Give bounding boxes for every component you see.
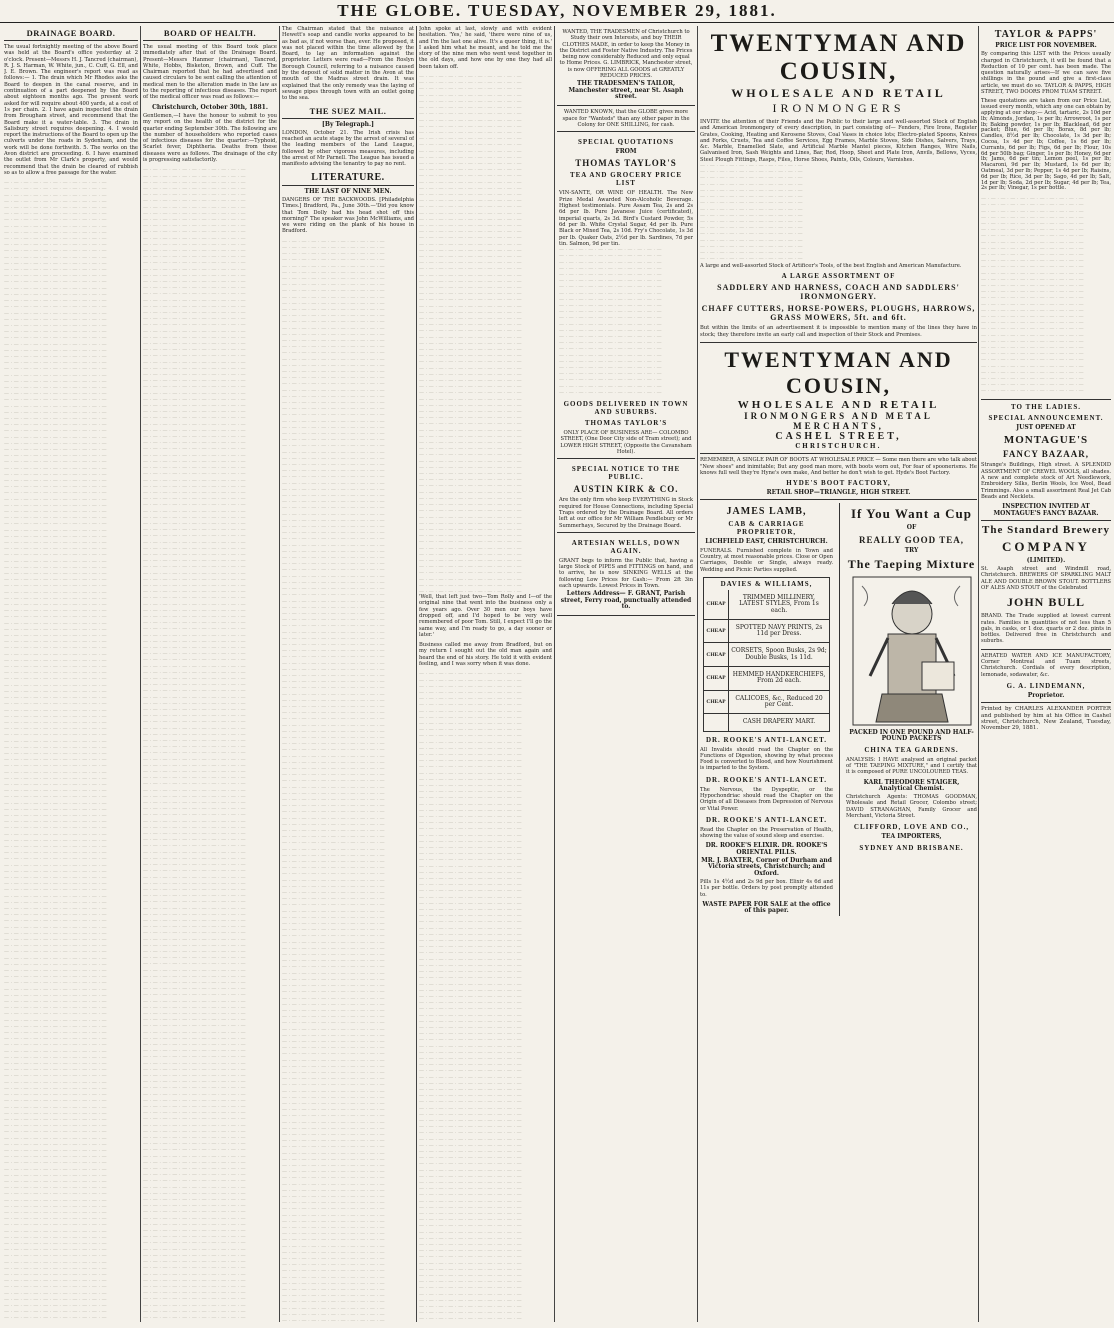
ad-montague-footer: INSPECTION INVITED AT MONTAGUE'S FANCY BAZAAR. xyxy=(993,503,1099,517)
ad-tea-chemist: KARL THEODORE STAIGER, Analytical Chemist. xyxy=(863,778,960,792)
davies-box-row xyxy=(704,590,829,620)
ad-subtitle: CHRISTCHURCH. xyxy=(795,442,882,450)
article-subheading: [By Telegraph.] xyxy=(322,120,374,128)
ad-tea-gardens: CHINA TEA GARDENS. xyxy=(864,745,959,754)
ad-subtitle: WHOLESALE AND RETAIL xyxy=(737,398,940,411)
ad-text: WANTED, THE TRADESMEN of Christchurch to Study their own Interests, and buy THEIR CLOTHES MADE, in order to keep the Money in the District and Foster Native Industry. The Prices being now considerably Reduced and only equal to Home Prices. G. LIMBRICK, Manchester street, is now OFFERING ALL GOODS at GREATLY REDUCED PRICES. xyxy=(559,29,693,80)
ad-tea-mixture: The Taeping Mixture xyxy=(847,557,976,572)
ad-filler: — · — · — · — · — · — · — · — · — · — · — — · — · — · — · — · — · — · — · — · — · — — · — · — · — · — · — · — · — · — · — · — — · — · — · — · — · — · — · — · — · — · — — · — · — · — · — · — · — · — · — · — · — — · — · — · — · — · — · — · — · — · — · — — · — · — · — · — · — · — · — · — · — · — — · — · — · — · — · — · — · — · — · — · — — · — · — · — · — · — · — · — · — · — · — — · — · — · — · — · — · — · — · — · — · — — · — · — · — · — · — · — · — · — · — · — — · — · — · — · — · — · — · — · — · — · — — · — · — · — · — · — · — · — · — · — · — — · — · — · — · — · — · — · — · — · — · — — · — · — · — · — · — · — · — · — · — · — — · — · — · — · — · — · — · — · — · — · — xyxy=(700,163,803,263)
imprint: Printed by CHARLES ALEXANDER PORTER and published by him at his Office in Cashel street, Christchurch, New Zealand, Tuesday, November 29, 1881. xyxy=(981,706,1111,732)
article-text: The Chairman stated that the nuisance at Hewett's soap and candle works appeared to be as bad as, if not worse than, ever. He proposed, it was not placed within the time allowed by the Board, to lay an information against the proprietor. Letters were read—From the Roslyn Borough Council, referring to a nuisance caused by the deposit of solid matter in the Avon at the mouth of the Madras street drain. It was explained that the only remedy was the laying of sewage pipes through town with an outlet going to the sea. xyxy=(282,26,414,102)
davies-box-row xyxy=(704,714,829,730)
ad-tea-of: OF xyxy=(906,524,917,532)
ad-text: VIN-SANTE, OR WINE OF HEALTH. The New Prize Medal Awarded Non-Alcoholic Beverage. Highest testimonials. Pure Assam Tea, 2s and 2s 6d per lb. Pure Javanese Juice (certificated), imperial quarts, 2s 3d. Bird's Custard Powder, 5s 6d per lb. White Crystal Sugar, 4d per lb. Pure Black or Mixed Tea, 2s 10d. Fry's Chocolate, 1s 3d per lb. Quaker Oats, 2½d per lb. Sardines, 7d per tin. Salmon, 9d per tin. xyxy=(559,190,693,247)
davies-box-label: CHEAP xyxy=(704,590,729,619)
article-text: LONDON, October 21. The Irish crisis has reached an acute stage by the arrest of several of the leading members of the Land League, followed by other vigorous measures, including the arrest of Mr Parnell. The League has issued a manifesto advising the tenantry to pay no rent. xyxy=(282,129,414,168)
article-text: The usual fortnightly meeting of the above Board was held at the Board's office yesterday at 2 o'clock. Present—Messrs H. J. Tancred (chairman), R. J. S. Harman, W. White, jun., C. Cuff, G. Ell, and J. E. Brown. The engineer's report was read as follows:— 1. The drain which Mr Rhodes asks the Board to deepen in the canal reserve, and in continuation of a part deepened by the Board about eighteen months ago. The present work asked for will require about 400 yards, at a cost of 1s per chain. 2. I have again inspected the drain from Brougham street, and recommend that the Board make it a water-table. 3. The drain in Salisbury street requires deepening. 4. I would report the instructions of the Board to open up the culverts under the roads in Sydenham, and the work will be done forthwith. 5. The works on the Avon district are proceeding. 6. I have examined the outlet from Mr Clark's property, and would recommend that the drain be cleared of rubbish so as to allow a free passage for the water. xyxy=(4,44,138,176)
ad-heading: THOMAS TAYLOR'S xyxy=(575,158,677,169)
story-text: DANGERS OF THE BACKWOODS. [Philadelphia Times.] Bradford, Pa., June 30th.—'Did you know that Tom Dolly had his head shot off this morning?' The speaker was John McWilliams, and we were riding on the plank of his house in Bradford. xyxy=(282,196,414,235)
column-story xyxy=(419,26,552,1322)
ad-heading: SPECIAL NOTICE TO THE PUBLIC. xyxy=(571,465,681,482)
column-drainage-board xyxy=(4,26,138,1322)
column-rule xyxy=(978,26,979,1322)
davies-box-row xyxy=(704,667,829,691)
davies-box-label: CHEAP xyxy=(704,620,729,643)
ad-tailor xyxy=(557,26,695,106)
ad-tea-packed: PACKED IN ONE POUND AND HALF-POUND PACKETS xyxy=(849,729,974,743)
article-filler: — · — · — · — · — · — · — · — · — · — · — — · — · — · — · — · — · — · — · — · — · — — · — · — · — · — · — · — · — · — · — · — — · — · — · — · — · — · — · — · — · — · — — · — · — · — · — · — · — · — · — · — · — — · — · — · — · — · — · — · — · — · — · — — · — · — · — · — · — · — · — · — · — · — — · — · — · — · — · — · — · — · — · — · — — · — · — · — · — · — · — · — · — · — · — — · — · — · — · — · — · — · — · — · — · — — · — · — · — · — · — · — · — · — · — · — — · — · — · — · — · — · — · — · — · — · — — · — · — · — · — · — · — · — · — · — · — — · — · — · — · — · — · — · — · — · — · — — · — · — · — · — · — · — · — · — · — · — — · — · — · — · — · — · — · — · — · — · — — · — · — · — · — · — · — · — · — · — · — — · — · — · — · — · — · — · — · — · — · — — · — · — · — · — · — · — · — · — · — · — — · — · — · — · — · — · — · — · — · — · — — · — · — · — · — · — · — · — · — · — · — — · — · — · — · — · — · — · — · — · — · — — · — · — · — · — · — · — · — · — · — · — — · — · — · — · — · — · — · — · — · — · — — · — · — · — · — · — · — · — · — · — · — — · — · — · — · — · — · — · — · — · — · — — · — · — · — · — · — · — · — · — · — · — — · — · — · — · — · — · — · — · — · — · — — · — · — · — · — · — · — · — · — · — · — — · — · — · — · — · — · — · — · — · — · — — · — · — · — · — · — · — · — · — · — · — — · — · — · — · — · — · — · — · — · — · — — · — · — · — · — · — · — · — · — · — · — — · — · — · — · — · — · — · — · — · — · — — · — · — · — · — · — · — · — · — · — · — — · — · — · — · — · — · — · — · — · — · — — · — · — · — · — · — · — · — · — · — · — — · — · — · — · — · — · — · — · — · — · — — · — · — · — · — · — · — · — · — · — · — — · — · — · — · — · — · — · — · — · — · — — · — · — · — · — · — · — · — · — · — · — — · — · — · — · — · — · — · — · — · — · — — · — · — · — · — · — · — · — · — · — · — — · — · — · — · — · — · — · — · — · — · — — · — · — · — · — · — · — · — · — · — · — — · — · — · — · — · — · — · — · — · — · — — · — · — · — · — · — · — · — · — · — · — — · — · — · — · — · — · — · — · — · — · — — · — · — · — · — · — · — · — · — · — · — — · — · — · — · — · — · — · — · — · — · — — · — · — · — · — · — · — · — · — · — · — — · — · — · — · — · — · — · — · — · — · — — · — · — · — · — · — · — · — · — · — · — — · — · — · — · — · — · — · — · — · — · — — · — · — · — · — · — · — · — · — · — · — — · — · — · — · — · — · — · — · — · — · — — · — · — · — · — · — · — · — · — · — · — — · — · — · — · — · — · — · — · — · — · — — · — · — · — · — · — · — · — · — · — · — — · — · — · — · — · — · — · — · — · — · — — · — · — · — · — · — · — · — · — · — · — — · — · — · — · — · — · — · — · — · — · — — · — · — · — · — · — · — · — · — · — · — — · — · — · — · — · — · — · — · — · — · — — · — · — · — · — · — · — · — · — · — · — — · — · — · — · — · — · — · — · — · — · — — · — · — · — · — · — · — · — · — · — · — — · — · — · — · — · — · — · — · — · — · — — · — · — · — · — · — · — · — · — · — · — — · — · — · — · — · — · — · — · — · — · — — · — · — · — · — · — · — · — · — · — · — — · — · — · — · — · — · — · — · — · — · — — · — · — · — · — · — · — · — · — · — · — — · — · — · — · — · — · — · — · — · — · — — · — · — · — · — · — · — · — · — · — · — — · — · — · — · — · — · — · — · — · — · — — · — · — · — · — · — · — · — · — · — · — — · — · — · — · — · — · — · — · — · — · — — · — · — · — · — · — · — · — · — · — · — — · — · — · — · — · — · — · — · — · — · — — · — · — · — · — · — · — · — · — · — · — — · — · — · — · — · — · — · — · — · — · — — · — · — · — · — · — · — · — · — · — · — — · — · — · — · — · — · — · — · — · — · — — · — · — · — · — · — · — · — · — · — · — — · — · — · — · — · — · — · — · — · — · — — · — · — · — · — · — · — · — · — · — · — — · — · — · — · — · — · — · — · — · — · — — · — · — · — · — · — · — · — · — · — · — — · — · — · — · — · — · — · — · — · — · — — · — · — · — · — · — · — · — · — · — · — — · — · — · — · — · — · — · — · — · — · — — · — · — · — · — · — · — · — · — · — · — — · — · — · — · — · — · — · — · — · — · — — · — · — · — · — · — · — · — · — · — · — — · — · — · — · — · — · — · — · — · — · — — · — · — · — · — · — · — · — · — · — · — — · — · — · — · — · — · — · — · — · — · — — · — · — · — · — · — · — · — · — · — · — — · — · — · — · — · — · — · — · — · — · — — · — · — · — · — · — · — · — · — · — · — — · — · — · — · — · — · — · — · — · — · — — · — · — · — · — · — · — · — · — · — · — — · — · — · — · — · — · — · — · — · — · — — · — · — · — · — · — · — · — · — · — · — — · — · — · — · — · — · — · — · — · — · — — · — · — · — · — · — · — · — · — · — · — — · — · — · — · — · — · — · — · — · — · — — · — · — · — · — · — · — · — · — · — · — — · — · — · — · — · — · — · — · — · — · — — · — · — · — · — · — · — · — · — · — · — — · — · — · — · — · — · — · — · — · — · — — · — · — · — · — · — · — · — · — · — · — — · — · — · — · — · — · — · — · — · — · — — · — · — · — · — · — · — · — · — · — · — — · — · — · — · — · — · — · — · — · — · — — · — · — · — · — · — · — · — · — · — · — — · — · — · — · — · — · — · — · — · — · — — · — · — · — · — · — · — · — · — · — · — — · — · — · — · — · — · — · — · — · — · — — · — · — · — · — · — · — · — · — · — · — — · — · — · — · — · — · — · — · — · — · — — · — · — · — · — · — · — · — · — · — · — — · — · — · — · — · — · — · — · — · — · — — · — · — · — · — · — · — · — · — · — · — — · — · — · — · — · — · — · — · — · — · — — · — · — · — · — · — · — · — · — · — · — — · — · — · — · — · — · — · — · — · — · — — · — · — · — · — · — · — · — · — · — · — — · — · — · — · — · — · — · — · — · — · — — · — · — · — · — · — · — · — · — · — · — — · — · — · — · — · — · — · — · — · — · — — · — · — · — · — · — · — · — · — · — · — — · — · — · — · — · — · — · — · — · — · — — · — · — · — · — · — · — · — · — · — · — — · — · — · — · — · — · — · — · — · — · — — · — · — · — · — · — · — · — · — · — · — — · — · — · — · — · — · — · — · — · — · — — · — · — · — · — · — · — · — · — · — · — — · — · — · — · — · — · — · — · — · — · — — · — · — · — · — · — · — · — · — · — · — — · — · — · — · — · — · — · — · — · — · — — · — · — · — · — · — · — · — · — · — · — — · — · — · — · — · — · — · — · — · — · — — · — · — · — · — · — · — · — · — · — · — — · — · — · — · — · — · — · — · — · — · — — · — · — · — · — · — · — · — · — · — · — — · — · — · — · — · — · — · — · — · — · — — · — · — · — · — · — · — · — · — · — · — — · — · — · — · — · — · — · — · — · — · — — · — · — · — · — · — · — · — · — · — · — — · — · — · — · — · — · — · — · — · — · — — · — · — · — · — · — · — · — · — · — · — — · — · — · — · — · — · — · — · — · — · — — · — · — · — · — · — · — · — · — · — · — — · — · — · — · — · — · — · — · — · — · — — · — · — · — · — · — · — · — · — · — · — — · — · — · — · — · — · — · — · — · — · — — · — · — · — · — · — · — · — · — · — · — — · — · — · — · — · — · — · — · — · — · — — · — · — · — · — · — · — · — · — · — · — — · — · — · — · — · — · — · — · — · — · — — · — · — · — · — · — · — · — · — · — · — — · — · — · — · — · — · — · — · — · — · — — · — · — · — · — · — · — · — · — · — · — — · — · — · — · — · — · — · — · — · — · — — · — · — · — · — · — · — · — · — · — · — — · — · — · — · — · — · — · — · — · — · — — · — · — · — · — · — · — · — · — · — · — — · — · — · — · — · — · — · — · — · — · — — · — · — · — · — · — · — · — · — · — · — — · — · — · — · — · — · — · — · — · — · — — · — · — · — · — · — · — · — · — · — · — — · — · — · — · — · — · — · — · — · — · — — · — · — · — · — · — · — · — · — · — · — — · — · — · — · — · — · — · — · — · — · — — · — · — · — · — · — · — · — · — · — · — — · — · — · — · — · — · — · — · — · — · — — · — · — · — · — · — · — · — · — · — · — — · — · — · — · — · — · — · — · — · — · — — · — · — · — · — · — · — · — · — · — · — — · — · — · — · — · — · — · — · — · — · — — · — · — · — · — · — · — · — · — · — · — — · — · — · — · — · — · — · — · — · — · — xyxy=(4,180,107,1322)
ad-hyde-subtitle: RETAIL SHOP—TRIANGLE, HIGH STREET. xyxy=(766,489,911,497)
ad-taylor-papps-text: By comparing this LIST with the Prices usually charged in Christchurch, it will be found that a Reduction of 10 per cent. has been made. The question naturally arises—If we can save five shillings in the pound and give a first-class article, we must do so. TAYLOR & PAPPS, HIGH STREET, TWO DOORS FROM TUAM STREET. xyxy=(981,51,1111,96)
davies-box-label: CHEAP xyxy=(704,643,729,666)
ad-lower-split xyxy=(700,503,977,916)
ad-footer: THE TRADESMEN'S TAILOR, Manchester street, near St. Asaph street. xyxy=(568,80,684,100)
story-text: John spoke at last, slowly and with evident hesitation. 'Yes,' he said, 'there were nine of us, and I'm the last one alive. It's a queer thing, it is.' I asked him what he meant, and he told me the story of the nine men who went west together in the old days, and how one by one they had all been taken off. xyxy=(419,26,552,70)
column-rule xyxy=(279,26,280,1322)
ad-proprietor: Proprietor. xyxy=(1027,691,1065,699)
ad-text: But within the limits of an advertisement it is impossible to mention many of the lines they have in stock; they therefore invite an early call and inspection of their Stock and Premises. xyxy=(700,325,977,338)
ad-caps: CHAFF CUTTERS, HORSE-POWERS, PLOUGHS, HARROWS, GRASS MOWERS, 5ft. and 6ft. xyxy=(701,304,976,323)
ad-subtitle: IRONMONGERS AND METAL MERCHANTS, xyxy=(744,410,933,431)
ad-montague-title: MONTAGUE'S xyxy=(1003,434,1089,447)
masthead: THE GLOBE. TUESDAY, NOVEMBER 29, 1881. xyxy=(0,0,1114,23)
article-text: The usual meeting of this Board took place immediately after that of the Drainage Board. Present—Messrs Hanmer (chairman), Tancred, White, Hobbs, Bisketon, Brown, and Cuff. The Chairman reported that he had advertised and caused circulars to be sent calling the attention of medical men to the alteration made in the law as to the reporting of infectious diseases. The report of the medical officer was read as follows:— xyxy=(143,44,277,101)
davies-box-item: TRIMMED MILLINERY, LATEST STYLES, From 1s each. xyxy=(739,593,819,614)
article-filler: — · — · — · — · — · — · — · — · — · — · — — · — · — · — · — · — · — · — · — · — · — — · — · — · — · — · — · — · — · — · — · — — · — · — · — · — · — · — · — · — · — · — — · — · — · — · — · — · — · — · — · — · — — · — · — · — · — · — · — · — · — · — · — — · — · — · — · — · — · — · — · — · — · — — · — · — · — · — · — · — · — · — · — · — — · — · — · — · — · — · — · — · — · — · — — · — · — · — · — · — · — · — · — · — · — — · — · — · — · — · — · — · — · — · — · — — · — · — · — · — · — · — · — · — · — · — — · — · — · — · — · — · — · — · — · — · — — · — · — · — · — · — · — · — · — · — · — — · — · — · — · — · — · — · — · — · — · — — · — · — · — · — · — · — · — · — · — · — — · — · — · — · — · — · — · — · — · — · — — · — · — · — · — · — · — · — · — · — · — — · — · — · — · — · — · — · — · — · — · — — · — · — · — · — · — · — · — · — · — · — — · — · — · — · — · — · — · — · — · — · — — · — · — · — · — · — · — · — · — · — · — — · — · — · — · — · — · — · — · — · — · — — · — · — · — · — · — · — · — · — · — · — — · — · — · — · — · — · — · — · — · — · — — · — · — · — · — · — · — · — · — · — · — — · — · — · — · — · — · — · — · — · — · — — · — · — · — · — · — · — · — · — · — · — — · — · — · — · — · — · — · — · — · — · — — · — · — · — · — · — · — · — · — · — · — — · — · — · — · — · — · — · — · — · — · — — · — · — · — · — · — · — · — · — · — · — — · — · — · — · — · — · — · — · — · — · — — · — · — · — · — · — · — · — · — · — · — — · — · — · — · — · — · — · — · — · — · — — · — · — · — · — · — · — · — · — · — · — — · — · — · — · — · — · — · — · — · — · — — · — · — · — · — · — · — · — · — · — · — — · — · — · — · — · — · — · — · — · — · — — · — · — · — · — · — · — · — · — · — · — — · — · — · — · — · — · — · — · — · — · — — · — · — · — · — · — · — · — · — · — · — — · — · — · — · — · — · — · — · — · — · — — · — · — · — · — · — · — · — · — · — · — — · — · — · — · — · — · — · — · — · — · — — · — · — · — · — · — · — · — · — · — · — — · — · — · — · — · — · — · — · — · — · — — · — · — · — · — · — · — · — · — · — · — — · — · — · — · — · — · — · — · — · — · — — · — · — · — · — · — · — · — · — · — · — — · — · — · — · — · — · — · — · — · — · — — · — · — · — · — · — · — · — · — · — · — — · — · — · — · — · — · — · — · — · — · — — · — · — · — · — · — · — · — · — · — · — — · — · — · — · — · — · — · — · — · — · — — · — · — · — · — · — · — · — · — · — · — — · — · — · — · — · — · — · — · — · — · — — · — · — · — · — · — · — · — · — · — · — — · — · — · — · — · — · — · — · — · — · — — · — · — · — · — · — · — · — · — · — · — — · — · — · — · — · — · — · — · — · — · — — · — · — · — · — · — · — · — · — · — · — — · — · — · — · — · — · — · — · — · — · — — · — · — · — · — · — · — · — · — · — · — — · — · — · — · — · — · — · — · — · — · — — · — · — · — · — · — · — · — · — · — · — — · — · — · — · — · — · — · — · — · — · — — · — · — · — · — · — · — · — · — · — · — — · — · — · — · — · — · — · — · — · — · — — · — · — · — · — · — · — · — · — · — · — — · — · — · — · — · — · — · — · — · — · — — · — · — · — · — · — · — · — · — · — · — — · — · — · — · — · — · — · — · — · — · — — · — · — · — · — · — · — · — · — · — · — — · — · — · — · — · — · — · — · — · — · — — · — · — · — · — · — · — · — · — · — · — — · — · — · — · — · — · — · — · — · — · — — · — · — · — · — · — · — · — · — · — · — — · — · — · — · — · — · — · — · — · — · — — · — · — · — · — · — · — · — · — · — · — — · — · — · — · — · — · — · — · — · — · — — · — · — · — · — · — · — · — · — · — · — — · — · — · — · — · — · — · — · — · — · — — · — · — · — · — · — · — · — · — · — · — — · — · — · — · — · — · — · — · — · — · — — · — · — · — · — · — · — · — · — · — · — — · — · — · — · — · — · — · — · — · — · — — · — · — · — · — · — · — · — · — · — · — — · — · — · — · — · — · — · — · — · — · — — · — · — · — · — · — · — · — · — · — · — — · — · — · — · — · — · — · — · — · — · — — · — · — · — · — · — · — · — · — · — · — — · — · — · — · — · — · — · — · — · — · — — · — · — · — · — · — · — · — · — · — · — — · — · — · — · — · — · — · — · — · — · — — · — · — · — · — · — · — · — · — · — · — — · — · — · — · — · — · — · — · — · — · — — · — · — · — · — · — · — · — · — · — · — — · — · — · — · — · — · — · — · — · — · — — · — · — · — · — · — · — · — · — · — · — — · — · — · — · — · — · — · — · — · — · — — · — · — · — · — · — · — · — · — · — · — — · — · — · — · — · — · — · — · — · — · — — · — · — · — · — · — · — · — · — · — · — — · — · — · — · — · — · — · — · — · — · — — · — · — · — · — · — · — · — · — · — · — — · — · — · — · — · — · — · — · — · — · — — · — · — · — · — · — · — · — · — · — · — — · — · — · — · — · — · — · — · — · — · — — · — · — · — · — · — · — · — · — · — · — — · — · — · — · — · — · — · — · — · — · — — · — · — · — · — · — · — · — · — · — · — — · — · — · — · — · — · — · — · — · — · — — · — · — · — · — · — · — · — · — · — · — — · — · — · — · — · — · — · — · — · — · — — · — · — · — · — · — · — · — · — · — · — — · — · — · — · — · — · — · — · — · — · — — · — · — · — · — · — · — · — · — · — · — — · — · — · — · — · — · — · — · — · — · — — · — · — · — · — · — · — · — · — · — · — — · — · — · — · — · — · — · — · — · — · — — · — · — · — · — · — · — · — · — · — · — — · — · — · — · — · — · — · — · — · — · — — · — · — · — · — · — · — · — · — · — · — — · — · — · — · — · — · — · — · — · — · — — · — · — · — · — · — · — · — · — · — · — — · — · — · — · — · — · — · — · — · — · — — · — · — · — · — · — · — · — · — · — · — — · — · — · — · — · — · — · — · — · — · — — · — · — · — · — · — · — · — · — · — · — — · — · — · — · — · — · — · — · — · — · — — · — · — · — · — · — · — · — · — · — · — — · — · — · — · — · — · — · — · — · — · — — · — · — · — · — · — · — · — · — · — · — — · — · — · — · — · — · — · — · — · — · — — · — · — · — · — · — · — · — · — · — · — — · — · — · — · — · — · — · — · — · — · — — · — · — · — · — · — · — · — · — · — · — — · — · — · — · — · — · — · — · — · — · — — · — · — · — · — · — · — · — · — · — · — — · — · — · — · — · — · — · — · — · — · — — · — · — · — · — · — · — · — · — · — · — — · — · — · — · — · — · — · — · — · — · — — · — · — · — · — · — · — · — · — · — · — — · — · — · — · — · — · — · — · — · — · — — · — · — · — · — · — · — · — · — · — · — — · — · — · — · — · — · — · — · — · — · — — · — · — · — · — · — · — · — · — · — · — — · — · — · — · — · — · — · — · — · — · — — · — · — · — · — · — · — · — · — · — · — — · — · — · — · — · — · — · — · — · — · — — · — · — · — · — · — · — · — · — · — · — — · — · — · — · — · — · — · — · — · — · — — · — · — · — · — · — · — · — · — · — · — — · — · — · — · — · — · — · — · — · — · — — · — · — · — · — · — · — · — · — · — · — — · — · — · — · — · — · — · — · — · — · — — · — · — · — · — · — · — · — · — · — · — — · — · — · — · — · — · — · — · — · — · — — · — · — · — · — · — · — · — · — · — · — — · — · — · — · — · — · — · — · — · — · — — · — · — · — · — · — · — · — · — · — · — — · — · — · — · — · — · — · — · — · — · — — · — · — · — · — · — · — · — · — · — · — — · — · — · — · — · — · — · — · — · — · — — · — · — · — · — · — · — · — · — · — · — — · — · — · — · — · — · — · — · — · — · — — · — · — · — · — · — · — · — · — · — · — — · — · — · — · — · — · — · — · — · — · — — · — · — · — · — · — · — · — · — · — · — — · — · — · — · — · — · — · — · — · — · — — · — · — · — · — · — · — · — · — · — · — — · — · — · — · — · — · — · — · — · — · — — · — · — · — · — · — · — · — · — · — · — — · — · — · — · — · — · — · — · — · — · — xyxy=(282,238,385,1322)
ad-boots-text: REMEMBER, A SINGLE PAIR OF BOOTS AT WHOLESALE PRICE — Some men there are who talk about "New shoes" and inimitable; But any good man more, with boots worn out, For fear of spoonerisms. He knows full well they're Hyne's own make, And better he don't wish to get. Hyde's Boot Factory. xyxy=(700,457,977,476)
ad-brewery-text: St. Asaph street and Windmill road, Christchurch. BREWERS OF SPARKLING MALT ALE AND DOUBLE BROWN STOUT. BOTTLERS OF ALES AND STOUT of the Celebrated xyxy=(981,566,1111,591)
ad-heading: FROM xyxy=(615,148,637,156)
ad-text: INVITE the attention of their Friends and the Public to their large and well-assorted Stock of English and American Ironmongery of every description, in part consisting of— Fenders, Fire Irons, Register Grates, Cooking, Heating and Kerosene Stoves, Coal Vases in choice lots; Electro-plated Spoons, Knives and Forks, Cruets, Tea and Coffee Services, Egg Frames, Marble Stoves, Side Dishes, Salvers, Trays, &c. Marble, Enamelled Slate, and Artificial Marble Mantel pieces, Kitchen Ranges, Wire Nails, Galvanised Iron, Sash Weights and Lines, Bar, Rod, Hoop, Sheet and Plate Iron, Anvils, Bellows, Vyces, Steel Plough Fittings, Rasps, Files, Horse Shoes, Paints, Oils, Colours, Varnishes. xyxy=(700,119,977,163)
ad-title-twentyman-2: TWENTYMAN AND COUSIN, xyxy=(724,346,953,398)
ad-rooke-text: Read the Chapter on the Preservation of Health, showing the value of sound sleep and exercise. xyxy=(700,826,833,840)
ad-text: WANTED KNOWN, that the GLOBE gives more space for "Wanteds" than any other paper in the Colony for ONE SHILLING, for cash. xyxy=(562,109,690,128)
ad-caps: A LARGE ASSORTMENT OF xyxy=(781,272,896,281)
ad-filler: — · — · — · — · — · — · — · — · — · — · — — · — · — · — · — · — · — · — · — · — · — — · — · — · — · — · — · — · — · — · — · — — · — · — · — · — · — · — · — · — · — · — — · — · — · — · — · — · — · — · — · — · — — · — · — · — · — · — · — · — · — · — · — — · — · — · — · — · — · — · — · — · — · — — · — · — · — · — · — · — · — · — · — · — — · — · — · — · — · — · — · — · — · — · — — · — · — · — · — · — · — · — · — · — · — — · — · — · — · — · — · — · — · — · — · — — · — · — · — · — · — · — · — · — · — · — — · — · — · — · — · — · — · — · — · — · — — · — · — · — · — · — · — · — · — · — · — — · — · — · — · — · — · — · — · — · — · — — · — · — · — · — · — · — · — · — · — · — — · — · — · — · — · — · — · — · — · — · — — · — · — · — · — · — · — · — · — · — · — — · — · — · — · — · — · — · — · — · — · — — · — · — · — · — · — · — · — · — · — · — — · — · — · — · — · — · — · — · — · — · — — · — · — · — · — · — · — · — · — · — · — — · — · — · — · — · — · — · — · — · — · — — · — · — · — · — · — · — · — · — · — · — — · — · — · — · — · — · — · — · — · — · — — · — · — · — · — · — · — · — · — · — · — — · — · — · — · — · — · — · — · — · — · — — · — · — · — · — · — · — · — · — · — · — — · — · — · — · — · — · — · — · — · — · — — · — · — · — · — · — · — · — · — · — · — — · — · — · — · — · — · — · — · — · — · — — · — · — · — · — · — · — · — · — · — · — xyxy=(981,196,1084,395)
column-rule xyxy=(697,26,698,1322)
ad-brewery-title: The Standard Brewery xyxy=(982,523,1110,536)
article-text: Gentlemen,—I have the honour to submit to you my report on the health of the district for the quarter ending September 30th. The following are the number of householders who reported cases of infectious diseases for the quarter:—Typhoid, Scarlet fever, Diphtheria. Deaths from these diseases were as follows. The drainage of the city is progressing satisfactorily. xyxy=(143,112,277,164)
ad-ladies-heading: TO THE LADIES. xyxy=(1011,403,1081,412)
davies-box-item: CALICOES, &c., Reduced 20 per Cent. xyxy=(735,694,823,708)
ad-davies-title: DAVIES & WILLIAMS, xyxy=(720,579,813,588)
section-heading-literature: LITERATURE. xyxy=(282,172,414,186)
article-filler: — · — · — · — · — · — · — · — · — · — · — — · — · — · — · — · — · — · — · — · — · — — · — · — · — · — · — · — · — · — · — · — — · — · — · — · — · — · — · — · — · — · — — · — · — · — · — · — · — · — · — · — · — — · — · — · — · — · — · — · — · — · — · — — · — · — · — · — · — · — · — · — · — · — — · — · — · — · — · — · — · — · — · — · — — · — · — · — · — · — · — · — · — · — · — — · — · — · — · — · — · — · — · — · — · — — · — · — · — · — · — · — · — · — · — · — — · — · — · — · — · — · — · — · — · — · — — · — · — · — · — · — · — · — · — · — · — — · — · — · — · — · — · — · — · — · — · — — · — · — · — · — · — · — · — · — · — · — — · — · — · — · — · — · — · — · — · — · — — · — · — · — · — · — · — · — · — · — · — — · — · — · — · — · — · — · — · — · — · — — · — · — · — · — · — · — · — · — · — · — — · — · — · — · — · — · — · — · — · — · — — · — · — · — · — · — · — · — · — · — · — — · — · — · — · — · — · — · — · — · — · — — · — · — · — · — · — · — · — · — · — · — — · — · — · — · — · — · — · — · — · — · — — · — · — · — · — · — · — · — · — · — · — — · — · — · — · — · — · — · — · — · — · — — · — · — · — · — · — · — · — · — · — · — — · — · — · — · — · — · — · — · — · — · — — · — · — · — · — · — · — · — · — · — · — — · — · — · — · — · — · — · — · — · — · — — · — · — · — · — · — · — · — · — · — · — — · — · — · — · — · — · — · — · — · — · — — · — · — · — · — · — · — · — · — · — · — — · — · — · — · — · — · — · — · — · — · — — · — · — · — · — · — · — · — · — · — · — — · — · — · — · — · — · — · — · — · — · — — · — · — · — · — · — · — · — · — · — · — — · — · — · — · — · — · — · — · — · — · — — · — · — · — · — · — · — · — · — · — · — — · — · — · — · — · — · — · — · — · — · — — · — · — · — · — · — · — · — · — · — · — — · — · — · — · — · — · — · — · — · — · — — · — · — · — · — · — · — · — · — · — · — — · — · — · — · — · — · — · — · — · — · — — · — · — · — · — · — · — · — · — · — · — — · — · — · — · — · — · — · — · — · — · — — · — · — · — · — · — · — · — · — · — · — — · — · — · — · — · — · — · — · — · — · — — · — · — · — · — · — · — · — · — · — · — — · — · — · — · — · — · — · — · — · — · — — · — · — · — · — · — · — · — · — · — · — — · — · — · — · — · — · — · — · — · — · — — · — · — · — · — · — · — · — · — · — · — — · — · — · — · — · — · — · — · — · — · — — · — · — · — · — · — · — · — · — · — · — — · — · — · — · — · — · — · — · — · — · — — · — · — · — · — · — · — · — · — · — · — — · — · — · — · — · — · — · — · — · — · — — · — · — · — · — · — · — · — · — · — · — — · — · — · — · — · — · — · — · — · — · — — · — · — · — · — · — · — · — · — · — · — — · — · — · — · — · — · — · — · — · — · — — · — · — · — · — · — · — · — · — · — · — — · — · — · — · — · — · — · — · — · — · — — · — · — · — · — · — · — · — · — · — · — — · — · — · — · — · — · — · — · — · — · — — · — · — · — · — · — · — · — · — · — · — — · — · — · — · — · — · — · — · — · — · — — · — · — · — · — · — · — · — · — · — · — — · — · — · — · — · — · — · — · — · — · — — · — · — · — · — · — · — · — · — · — · — — · — · — · — · — · — · — · — · — · — · — — · — · — · — · — · — · — · — · — · — · — — · — · — · — · — · — · — · — · — · — · — — · — · — · — · — · — · — · — · — · — · — — · — · — · — · — · — · — · — · — · — · — — · — · — · — · — · — · — · — · — · — · — — · — · — · — · — · — · — · — · — · — · — — · — · — · — · — · — · — · — · — · — · — — · — · — · — · — · — · — · — · — · — · — — · — · — · — · — · — · — · — · — · — · — — · — · — · — · — · — · — · — · — · — · — — · — · — · — · — · — · — · — · — · — · — — · — · — · — · — · — · — · — · — · — · — — · — · — · — · — · — · — · — · — · — · — — · — · — · — · — · — · — · — · — · — · — — · — · — · — · — · — · — · — · — · — · — — · — · — · — · — · — · — · — · — · — · — — · — · — · — · — · — · — · — · — · — · — — · — · — · — · — · — · — · — · — · — · — — · — · — · — · — · — · — · — · — · — · — — · — · — · — · — · — · — · — · — · — · — — · — · — · — · — · — · — · — · — · — · — — · — · — · — · — · — · — · — · — · — · — — · — · — · — · — · — · — · — · — · — · — — · — · — · — · — · — · — · — · — · — · — — · — · — · — · — · — · — · — · — · — · — — · — · — · — · — · — · — · — · — · — · — — · — · — · — · — · — · — · — · — · — · — — · — · — · — · — · — · — · — · — · — · — — · — · — · — · — · — · — · — · — · — · — — · — · — · — · — · — · — · — · — · — · — — · — · — · — · — · — · — · — · — · — · — — · — · — · — · — · — · — · — · — · — · — — · — · — · — · — · — · — · — · — · — · — — · — · — · — · — · — · — · — · — · — · — — · — · — · — · — · — · — · — · — · — · — — · — · — · — · — · — · — · — · — · — · — — · — · — · — · — · — · — · — · — · — · — — · — · — · — · — · — · — · — · — · — · — — · — · — · — · — · — · — · — · — · — · — — · — · — · — · — · — · — · — · — · — · — — · — · — · — · — · — · — · — · — · — · — — · — · — · — · — · — · — · — · — · — · — — · — · — · — · — · — · — · — · — · — · — — · — · — · — · — · — · — · — · — · — · — — · — · — · — · — · — · — · — · — · — · — — · — · — · — · — · — · — · — · — · — · — — · — · — · — · — · — · — · — · — · — · — — · — · — · — · — · — · — · — · — · — · — — · — · — · — · — · — · — · — · — · — · — — · — · — · — · — · — · — · — · — · — · — — · — · — · — · — · — · — · — · — · — · — — · — · — · — · — · — · — · — · — · — · — — · — · — · — · — · — · — · — · — · — · — — · — · — · — · — · — · — · — · — · — · — — · — · — · — · — · — · — · — · — · — · — — · — · — · — · — · — · — · — · — · — · — — · — · — · — · — · — · — · — · — · — · — — · — · — · — · — · — · — · — · — · — · — — · — · — · — · — · — · — · — · — · — · — — · — · — · — · — · — · — · — · — · — · — — · — · — · — · — · — · — · — · — · — · — — · — · — · — · — · — · — · — · — · — · — — · — · — · — · — · — · — · — · — · — · — — · — · — · — · — · — · — · — · — · — · — — · — · — · — · — · — · — · — · — · — · — — · — · — · — · — · — · — · — · — · — · — — · — · — · — · — · — · — · — · — · — · — — · — · — · — · — · — · — · — · — · — · — — · — · — · — · — · — · — · — · — · — · — — · — · — · — · — · — · — · — · — · — · — — · — · — · — · — · — · — · — · — · — · — — · — · — · — · — · — · — · — · — · — · — — · — · — · — · — · — · — · — · — · — · — — · — · — · — · — · — · — · — · — · — · — — · — · — · — · — · — · — · — · — · — · — — · — · — · — · — · — · — · — · — · — · — — · — · — · — · — · — · — · — · — · — · — — · — · — · — · — · — · — · — · — · — · — — · — · — · — · — · — · — · — · — · — · — — · — · — · — · — · — · — · — · — · — · — — · — · — · — · — · — · — · — · — · — · — — · — · — · — · — · — · — · — · — · — · — — · — · — · — · — · — · — · — · — · — · — — · — · — · — · — · — · — · — · — · — · — — · — · — · — · — · — · — · — · — · — · — — · — · — · — · — · — · — · — · — · — · — — · — · — · — · — · — · — · — · — · — · — — · — · — · — · — · — · — · — · — · — · — — · — · — · — · — · — · — · — · — · — · — — · — · — · — · — · — · — · — · — · — · — — · — · — · — · — · — · — · — · — · — · — — · — · — · — · — · — · — · — · — · — · — — · — · — · — · — · — · — · — · — · — · — — · — · — · — · — · — · — · — · — · — · — — · — · — · — · — · — · — · — · — · — · — — · — · — · — · — · — · — · — · — · — · — — · — · — · — · — · — · — · — · — · — · — — · — · — · — · — · — · — · — · — · — · — — · — · — · — · — · — · — · — · — · — · — — · — · — · — · — · — · — · — · — · — · — — · — · — · — · — · — · — · — · — · — · — — · — · — · — · — · — · — · — · — · — · — — · — · — · — · — · — · — · — · — · — · — — · — · — · — · — · — · — · — · — · — · — — · — · — · — · — · — · — · — · — · — · — — · — · — · — · — · — · — · — · — · — · — — · — · — · — · — · — · — · — · — · — · — — · — · — · — · — · — · — · — · — · — · — — · — · — · — · — · — · — · — · — · — · — — · — · — · — · — · — · — · — · — · — · — — · — · — · — · — · — · — · — · — · — · — — · — · — · — · — · — · — · — · — · — · — — · — · — · — · — · — · — · — · — · — · — — · — · — · — · — · — · — · — · — · — · — xyxy=(143,167,246,1321)
ad-brewery-company: COMPANY xyxy=(1002,538,1090,554)
ad-lindemann: G. A. LINDEMANN, xyxy=(1006,681,1086,690)
column-ads-left xyxy=(557,26,695,1322)
column-rule xyxy=(554,26,555,1322)
ad-text: GRANT begs to inform the Public that, having a large Stock of PIPES and FITTINGS on hand, and to arrive, he is now SINKING WELLS at the following Low Prices for Cash:— From 2ft 3in each upwards. Lowest Prices in Town. xyxy=(559,557,693,589)
davies-box-item: SPOTTED NAVY PRINTS, 2s 11d per Dress. xyxy=(735,623,823,638)
article-filler: — · — · — · — · — · — · — · — · — · — · — — · — · — · — · — · — · — · — · — · — · — — · — · — · — · — · — · — · — · — · — · — — · — · — · — · — · — · — · — · — · — · — — · — · — · — · — · — · — · — · — · — · — — · — · — · — · — · — · — · — · — · — · — — · — · — · — · — · — · — · — · — · — · — — · — · — · — · — · — · — · — · — · — · — — · — · — · — · — · — · — · — · — · — · — — · — · — · — · — · — · — · — · — · — · — — · — · — · — · — · — · — · — · — · — · — — · — · — · — · — · — · — · — · — · — · — — · — · — · — · — · — · — · — · — · — · — — · — · — · — · — · — · — · — · — · — · — — · — · — · — · — · — · — · — · — · — · — — · — · — · — · — · — · — · — · — · — · — — · — · — · — · — · — · — · — · — · — · — — · — · — · — · — · — · — · — · — · — · — — · — · — · — · — · — · — · — · — · — · — — · — · — · — · — · — · — · — · — · — · — — · — · — · — · — · — · — · — · — · — · — — · — · — · — · — · — · — · — · — · — · — — · — · — · — · — · — · — · — · — · — · — — · — · — · — · — · — · — · — · — · — · — — · — · — · — · — · — · — · — · — · — · — — · — · — · — · — · — · — · — · — · — · — — · — · — · — · — · — · — · — · — · — · — — · — · — · — · — · — · — · — · — · — · — — · — · — · — · — · — · — · — · — · — · — — · — · — · — · — · — · — · — · — · — · — — · — · — · — · — · — · — · — · — · — · — — · — · — · — · — · — · — · — · — · — · — — · — · — · — · — · — · — · — · — · — · — — · — · — · — · — · — · — · — · — · — · — — · — · — · — · — · — · — · — · — · — · — — · — · — · — · — · — · — · — · — · — · — — · — · — · — · — · — · — · — · — · — · — — · — · — · — · — · — · — · — · — · — · — — · — · — · — · — · — · — · — · — · — · — — · — · — · — · — · — · — · — · — · — · — — · — · — · — · — · — · — · — · — · — · — — · — · — · — · — · — · — · — · — · — · — — · — · — · — · — · — · — · — · — · — · — — · — · — · — · — · — · — · — · — · — · — — · — · — · — · — · — · — · — · — · — · — — · — · — · — · — · — · — · — · — · — · — — · — · — · — · — · — · — · — · — · — · — — · — · — · — · — · — · — · — · — · — · — — · — · — · — · — · — · — · — · — · — · — — · — · — · — · — · — · — · — · — · — · — — · — · — · — · — · — · — · — · — · — · — — · — · — · — · — · — · — · — · — · — · — — · — · — · — · — · — · — · — · — · — · — — · — · — · — · — · — · — · — · — · — · — — · — · — · — · — · — · — · — · — · — · — — · — · — · — · — · — · — · — · — · — · — — · — · — · — · — · — · — · — · — · — · — — · — · — · — · — · — · — · — · — · — · — — · — · — · — · — · — · — · — · — · — · — — · — · — · — · — · — · — · — · — · — · — — · — · — · — · — · — · — · — · — · — · — — · — · — · — · — · — · — · — · — · — · — — · — · — · — · — · — · — · — · — · — · — — · — · — · — · — · — · — · — · — · — · — — · — · — · — · — · — · — · — · — · — · — — · — · — · — · — · — · — · — · — · — · — — · — · — · — · — · — · — · — · — · — · — — · — · — · — · — · — · — · — · — · — · — — · — · — · — · — · — · — · — · — · — · — — · — · — · — · — · — · — · — · — · — · — — · — · — · — · — · — · — · — · — · — · — — · — · — · — · — · — · — · — · — · — · — — · — · — · — · — · — · — · — · — · — · — — · — · — · — · — · — · — · — · — · — · — — · — · — · — · — · — · — · — · — · — · — — · — · — · — · — · — · — · — · — · — · — — · — · — · — · — · — · — · — · — · — · — — · — · — · — · — · — · — · — · — · — · — — · — · — · — · — · — · — · — · — · — · — — · — · — · — · — · — · — · — · — · — · — — · — · — · — · — · — · — · — · — · — · — — · — · — · — · — · — · — · — · — · — · — — · — · — · — · — · — · — · — · — · — · — — · — · — · — · — · — · — · — · — · — · — — · — · — · — · — · — · — · — · — · — · — — · — · — · — · — · — · — · — · — · — · — — · — · — · — · — · — · — · — · — · — · — — · — · — · — · — · — · — · — · — · — · — — · — · — · — · — · — · — · — · — · — · — — · — · — · — · — · — · — · — · — · — · — — · — · — · — · — · — · — · — · — · — · — — · — · — · — · — · — · — · — · — · — · — — · — · — · — · — · — · — · — · — · — · — — · — · — · — · — · — · — · — · — · — · — — · — · — · — · — · — · — · — · — · — · — — · — · — · — · — · — · — · — · — · — · — — · — · — · — · — · — · — · — · — · — · — — · — · — · — · — · — · — · — · — · — · — — · — · — · — · — · — · — · — · — · — · — — · — · — · — · — · — · — · — · — · — · — — · — · — · — · — · — · — · — · — · — · — — · — · — · — · — · — · — · — · — · — · — — · — · — · — · — · — · — · — · — · — · — — · — · — · — · — · — · — · — · — · — · — — · — · — · — · — · — · — · — · — · — · — xyxy=(419,671,522,1322)
story-text: Business called me away from Bradford, but on my return I sought out the old man again and heard the end of his story. He told it with evident feeling, and I was sorry when it was done. xyxy=(419,642,552,668)
ad-pills-text: Pills 1s 4½d and 2s 9d per box. Elixir 4s 6d and 11s per bottle. Orders by post promptly attended to. xyxy=(700,878,833,898)
davies-box-item: CASH DRAPERY MART. xyxy=(742,718,816,726)
ad-tea-really-good: REALLY GOOD TEA, xyxy=(859,534,964,545)
davies-box-item: HEMMED HANDKERCHIEFS, From 2d each. xyxy=(732,671,826,685)
davies-box-row xyxy=(704,643,829,667)
ad-rooke-elixir: DR. ROOKE'S ELIXIR. DR. ROOKE'S ORIENTAL PILLS. xyxy=(705,842,828,856)
ad-just-opened: JUST OPENED AT xyxy=(1016,424,1076,432)
article-dateline: Christchurch, October 30th, 1881. xyxy=(152,103,268,111)
ad-announcement-heading: SPECIAL ANNOUNCEMENT. xyxy=(988,414,1104,423)
ad-text: A large and well-assorted Stock of Artificer's Tools, of the best English and American Manufacture. xyxy=(700,263,962,270)
ad-davies-williams xyxy=(703,577,830,732)
ad-clifford-title: CLIFFORD, LOVE AND CO., xyxy=(853,823,970,832)
ad-rooke-title: DR. ROOKE'S ANTI-LANCET. xyxy=(705,735,828,744)
ad-taylor-papps-title: TAYLOR & PAPPS' xyxy=(994,29,1098,40)
ad-hyde-title: HYDE'S BOOT FACTORY, xyxy=(786,479,891,488)
story-text: 'Well, that left just two—Tom Rolly and I—of the original nine that went into the business only a few years ago. Over 30 men our boys have dropped off, and I'd hoped to be very well remembered of poor Tom. Still, I expect I'll go the same way, and I'm ready to go, a day sooner or later.' xyxy=(419,594,552,638)
ad-brewery-limited: (LIMITED). xyxy=(1026,556,1066,564)
ad-lower-right xyxy=(846,503,977,916)
ad-artesian-wells xyxy=(557,533,695,616)
ad-title-twentyman: TWENTYMAN AND COUSIN, xyxy=(710,30,967,85)
ad-lamb-title: JAMES LAMB, xyxy=(726,506,807,518)
ad-thomas-taylor xyxy=(557,132,695,459)
ad-heading: AUSTIN KIRK & CO. xyxy=(573,484,679,495)
davies-box-label xyxy=(704,714,729,730)
ad-montague-text: Strange's Buildings, High street. A SPLENDID ASSORTMENT OF CREWEL WOOLS, all shades. A new and complete stock of Art Needlework, Embroidery Silks, Berlin Wools, Ice Wool, Bead Trimmings. Also a small assortment Real Jet Cab Beads and Necklets. xyxy=(981,462,1111,500)
ad-subtitle: IRONMONGERS xyxy=(772,101,905,115)
ad-caps: SADDLERY AND HARNESS, COACH AND SADDLERS' IRONMONGERY. xyxy=(717,283,960,302)
story-title: THE LAST OF NINE MEN. xyxy=(304,187,392,195)
ad-tea-title: If You Want a Cup xyxy=(850,506,973,522)
article-filler: — · — · — · — · — · — · — · — · — · — · — — · — · — · — · — · — · — · — · — · — · — — · — · — · — · — · — · — · — · — · — · — — · — · — · — · — · — · — · — · — · — · — — · — · — · — · — · — · — · — · — · — · — — · — · — · — · — · — · — · — · — · — · — — · — · — · — · — · — · — · — · — · — · — — · — · — · — · — · — · — · — · — · — · — — · — · — · — · — · — · — · — · — · — · — — · — · — · — · — · — · — · — · — · — · — — · — · — · — · — · — · — · — · — · — · — — · — · — · — · — · — · — · — · — · — · — — · — · — · — · — · — · — · — · — · — · — — · — · — · — · — · — · — · — · — · — · — — · — · — · — · — · — · — · — · — · — · — — · — · — · — · — · — · — · — · — · — · — — · — · — · — · — · — · — · — · — · — · — — · — · — · — · — · — · — · — · — · — · — — · — · — · — · — · — · — · — · — · — · — — · — · — · — · — · — · — · — · — · — · — — · — · — · — · — · — · — · — · — · — · — — · — · — · — · — · — · — · — · — · — · — — · — · — · — · — · — · — · — · — · — · — — · — · — · — · — · — · — · — · — · — · — — · — · — · — · — · — · — · — · — · — · — — · — · — · — · — · — · — · — · — · — · — — · — · — · — · — · — · — · — · — · — · — — · — · — · — · — · — · — · — · — · — · — — · — · — · — · — · — · — · — · — · — · — — · — · — · — · — · — · — · — · — · — · — — · — · — · — · — · — · — · — · — · — · — — · — · — · — · — · — · — · — · — · — · — — · — · — · — · — · — · — · — · — · — · — — · — · — · — · — · — · — · — · — · — · — — · — · — · — · — · — · — · — · — · — · — — · — · — · — · — · — · — · — · — · — · — — · — · — · — · — · — · — · — · — · — · — — · — · — · — · — · — · — · — · — · — · — — · — · — · — · — · — · — · — · — · — · — — · — · — · — · — · — · — · — · — · — · — — · — · — · — · — · — · — · — · — · — · — — · — · — · — · — · — · — · — · — · — · — — · — · — · — · — · — · — · — · — · — · — — · — · — · — · — · — · — · — · — · — · — — · — · — · — · — · — · — · — · — · — · — — · — · — · — · — · — · — · — · — · — · — — · — · — · — · — · — · — · — · — · — · — — · — · — · — · — · — · — · — · — · — · — — · — · — · — · — · — · — · — · — · — · — — · — · — · — · — · — · — · — · — · — · — — · — · — · — · — · — · — · — · — · — · — — · — · — · — · — · — · — · — · — · — · — — · — · — · — · — · — · — · — · — · — · — — · — · — · — · — · — · — · — · — · — · — — · — · — · — · — · — · — · — · — · — · — — · — · — · — · — · — · — · — · — · — · — — · — · — · — · — · — · — · — · — · — · — — · — · — · — · — · — · — · — · — · — · — — · — · — · — · — · — · — · — · — · — · — — · — · — · — · — · — · — · — · — · — · — — · — · — · — · — · — · — · — · — · — · — — · — · — · — · — · — · — · — · — · — · — — · — · — · — · — · — · — · — · — · — · — — · — · — · — · — · — · — · — · — · — · — — · — · — · — · — · — · — · — · — · — · — — · — · — · — · — · — · — · — · — · — · — — · — · — · — · — · — · — · — · — · — · — — · — · — · — · — · — · — · — · — · — · — — · — · — · — · — · — · — · — · — · — · — — · — · — · — · — · — · — · — · — · — · — — · — · — · — · — · — · — · — · — · — · — — · — · — · — · — · — · — · — · — · — · — — · — · — · — · — · — · — · — · — · — · — — · — · — · — · — · — · — · — · — · — · — — · — · — · — · — · — · — · — · — · — · — — · — · — · — · — · — · — · — · — · — · — — · — · — · — · — · — · — · — · — · — · — — · — · — · — · — · — · — · — · — · — · — — · — · — · — · — · — · — · — · — · — · — — · — · — · — · — · — · — · — · — · — · — — · — · — · — · — · — · — · — · — · — · — — · — · — · — · — · — · — · — · — · — · — — · — · — · — · — · — · — · — · — · — · — — · — · — · — · — · — · — · — · — · — · — xyxy=(419,74,522,595)
ad-tea-try: TRY xyxy=(904,546,919,554)
column-rule xyxy=(416,26,417,1322)
ad-john-bull: JOHN BULL xyxy=(1006,595,1085,610)
ad-heading: SPECIAL QUOTATIONS xyxy=(577,138,675,147)
ad-taylor-papps-list: These quotations are taken from our Price List, issued every month, which any one can obtain by applying at our shop:— Acid, tartaric, 2s 10d per lb; Almonds, Jordan, 1s per lb; Arrowroot, 1s per lb; Baking powder, 1s per lb; Blacklead, 6d per packet; Blue, 6d per lb; Borax, 8d per lb; Candles, 8½d per lb; Chocolate, 1s 3d per lb; Cocoa, 1s 4d per lb; Coffee, 1s 6d per lb; Currants, 6d per lb; Figs, 6d per lb; Flour, 10s 6d per 50lb bag; Ginger, 1s per lb; Honey, 6d per lb; Jams, 6d per tin; Lemon peel, 1s per lb; Macaroni, 9d per lb; Mustard, 1s 6d per lb; Oatmeal, 3d per lb; Pepper, 1s 4d per lb; Raisins, 6d per lb; Rice, 3d per lb; Sago, 4d per lb; Salt, 1d per lb; Soda, 2d per lb; Sugar, 4d per lb; Tea, 2s per lb; Vinegar, 1s per bottle. xyxy=(981,98,1111,192)
ad-text: ONLY PLACE OF BUSINESS ARE— COLOMBO STREET, (One Door City side of Tram street); and LOWER HIGH STREET, (Opposite the Cavansham Hotel). xyxy=(560,430,692,456)
column-ads-main xyxy=(700,26,977,1322)
column-rule xyxy=(140,26,141,1322)
ad-globe-wanteds xyxy=(557,106,695,132)
ad-clifford-city: SYDNEY AND BRISBANE. xyxy=(859,843,964,852)
ad-heading: GOODS DELIVERED IN TOWN AND SUBURBS. xyxy=(563,400,689,417)
ad-taylor-papps-subtitle: PRICE LIST FOR NOVEMBER. xyxy=(995,42,1097,49)
ad-montague-subtitle: FANCY BAZAAR, xyxy=(1003,449,1089,460)
davies-box-label: CHEAP xyxy=(704,667,729,690)
davies-box-row xyxy=(704,620,829,644)
column-board-of-health xyxy=(143,26,277,1322)
column-ads-right xyxy=(981,26,1111,1322)
ad-rooke-title: DR. ROOKE'S ANTI-LANCET. xyxy=(705,815,828,824)
ad-waste-paper: WASTE PAPER FOR SALE at the office of this paper. xyxy=(702,900,831,915)
ad-heading: THOMAS TAYLOR'S xyxy=(584,419,668,428)
ad-clifford-subtitle: TEA IMPORTERS, xyxy=(881,833,942,841)
ad-lower-left xyxy=(700,503,833,916)
article-heading: DRAINAGE BOARD. xyxy=(4,28,138,41)
column-news xyxy=(282,26,414,1322)
davies-box-label: CHEAP xyxy=(704,691,729,714)
davies-box-item: CORSETS, Spoon Busks, 2s 9d; Double Busks, 1s 11d. xyxy=(731,647,827,661)
ad-heading: TEA AND GROCERY PRICE LIST xyxy=(569,171,683,188)
ad-filler: — · — · — · — · — · — · — · — · — · — · — — · — · — · — · — · — · — · — · — · — · — — · — · — · — · — · — · — · — · — · — · — — · — · — · — · — · — · — · — · — · — · — — · — · — · — · — · — · — · — · — · — · — — · — · — · — · — · — · — · — · — · — · — — · — · — · — · — · — · — · — · — · — · — — · — · — · — · — · — · — · — · — · — · — — · — · — · — · — · — · — · — · — · — · — — · — · — · — · — · — · — · — · — · — · — — · — · — · — · — · — · — · — · — · — · — — · — · — · — · — · — · — · — · — · — · — — · — · — · — · — · — · — · — · — · — · — — · — · — · — · — · — · — · — · — · — · — — · — · — · — · — · — · — · — · — · — · — — · — · — · — · — · — · — · — · — · — · — — · — · — · — · — · — · — · — · — · — · — — · — · — · — · — · — · — · — · — · — · — — · — · — · — · — · — · — · — · — · — · — — · — · — · — · — · — · — · — · — · — · — — · — · — · — · — · — · — · — · — · — · — — · — · — · — · — · — · — · — · — · — · — — · — · — · — · — · — · — · — · — · — · — — · — · — · — · — · — · — · — · — · — · — xyxy=(559,247,662,396)
ad-subtitle: WHOLESALE AND RETAIL xyxy=(731,86,946,100)
article-heading: THE SUEZ MAIL. xyxy=(282,106,414,119)
ad-text: Are the only firm who keep EVERYTHING in Stock required for House Connections, including Special Traps ordered by the Drainage Board. All orders left at our office for Mr William Pendlebury or Mr Summerhays, Secured by the Drainage Board. xyxy=(559,497,693,529)
ad-lamb-subtitle: CAB & CARRIAGE PROPRIETOR, xyxy=(728,520,805,537)
davies-box-row xyxy=(704,691,829,715)
article-heading: BOARD OF HEALTH. xyxy=(143,28,277,41)
ad-baxter: MR. J. BAXTER, Corner of Durham and Victoria streets, Christchurch; and Oxford. xyxy=(701,857,832,877)
ad-heading: ARTESIAN WELLS, DOWN AGAIN. xyxy=(571,538,681,555)
ad-rooke-title: DR. ROOKE'S ANTI-LANCET. xyxy=(705,775,828,784)
ad-brewery-text2: BRAND. The Trade supplied at lowest current rates. Families in quantities of not less than 5 gals, in casks, or 1 doz. quarts or 2 doz. pints in bottles. Delivered free in Christchurch and suburbs. xyxy=(981,613,1111,645)
ad-lamb-text: FUNERALS. Furnished complete in Town and Country, at most reasonable prices. Close or Open Carriages, Double or Single, always ready. Wedding and Picnic Parties supplied. xyxy=(700,547,833,573)
ad-tea-analysis: ANALYSIS: I HAVE analysed an original packet of "THE TAEPING MIXTURE," and I certify that it is composed of PURE UNCOLOURED TEAS. xyxy=(846,756,977,776)
ad-austin-kirk xyxy=(557,459,695,532)
ad-aerated-water: AERATED WATER AND ICE MANUFACTORY, Corner Montreal and Tuam streets, Christchurch. Cordials of every description, lemonade, sodawater, &c. xyxy=(981,652,1111,678)
ad-tea-agents: Christchurch Agents: THOMAS GOODMAN, Wholesale and Retail Grocer, Colombo street; DAVID STRANAGHAN, Family Grocer and Merchant, Victoria Street. xyxy=(846,794,977,820)
tea-merchant-illustration xyxy=(852,576,972,726)
ad-rooke-text: The Nervous, the Dyspeptic, or the Hypochondriac should read the Chapter on the Origin of all Diseases from Depression of Nervous or Vital Power. xyxy=(700,786,833,812)
ad-subtitle: CASHEL STREET, xyxy=(775,430,902,442)
ad-footer: Letters Address— F. GRANT, Parish street, Ferry road, punctually attended to. xyxy=(560,590,692,610)
ad-rooke-text: All Invalids should read the Chapter on the Functions of Digestion, showing by what process Food is converted to Blood, and how Nourishment is imparted to the System. xyxy=(700,746,833,772)
ad-lamb-address: LICHFIELD EAST, CHRISTCHURCH. xyxy=(705,538,828,546)
